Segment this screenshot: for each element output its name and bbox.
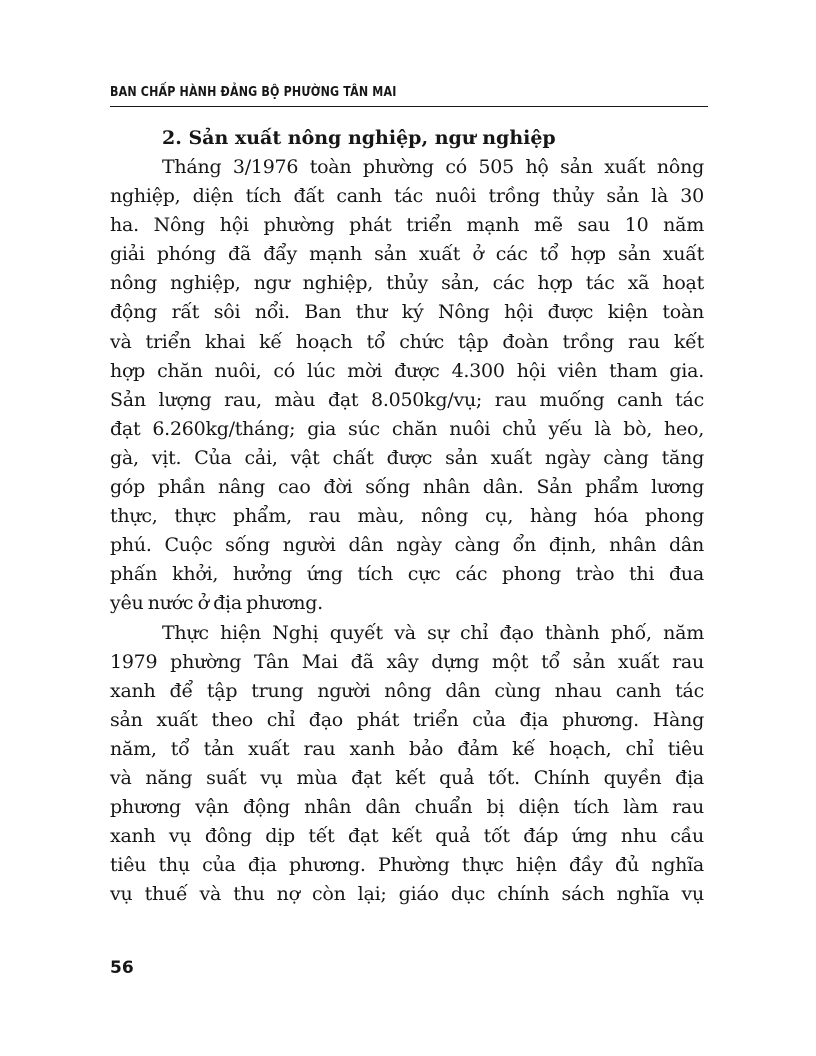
text-line: nghiệp, diện tích đất canh tác nuôi trồng thủy sản là 30 — [110, 185, 704, 208]
text-line: động rất sôi nổi. Ban thư ký Nông hội được kiện toàn — [110, 301, 704, 324]
text-line: 1979 phường Tân Mai đã xây dựng một tổ sản xuất rau — [110, 650, 704, 673]
text-line: Tháng 3/1976 toàn phường có 505 hộ sản xuất nông — [162, 156, 704, 178]
text-line: phương vận động nhân dân chuẩn bị diện tích làm rau — [110, 796, 704, 819]
text-line: yêu nước ở địa phương. — [110, 592, 323, 615]
text-line: Thực hiện Nghị quyết và sự chỉ đạo thành phố, năm — [162, 621, 704, 644]
text-line: năm, tổ tản xuất rau xanh bảo đảm kế hoạch, chỉ tiêu — [110, 737, 704, 760]
page-body — [110, 124, 704, 909]
text-line: xanh để tập trung người nông dân cùng nhau canh tác — [110, 679, 704, 702]
text-line: phấn khởi, hưởng ứng tích cực các phong trào thi đua — [110, 563, 704, 586]
text-line: gà, vịt. Của cải, vật chất được sản xuất ngày càng tăng — [110, 446, 704, 469]
text-line: và triển khai kế hoạch tổ chức tập đoàn trồng rau kết — [110, 330, 704, 353]
text-line: đạt 6.260kg/tháng; gia súc chăn nuôi chủ yếu là bò, heo, — [110, 417, 704, 440]
text-line: vụ thuế và thu nợ còn lại; giáo dục chính sách nghĩa vụ — [110, 883, 704, 906]
text-line: phú. Cuộc sống người dân ngày càng ổn định, nhân dân — [110, 534, 704, 557]
text-line: giải phóng đã đẩy mạnh sản xuất ở các tổ hợp sản xuất — [110, 243, 704, 266]
text-line: hợp chăn nuôi, có lúc mời được 4.300 hội viên tham gia. — [110, 359, 704, 382]
text-line: Sản lượng rau, màu đạt 8.050kg/vụ; rau muống canh tác — [110, 388, 704, 411]
text-line: nông nghiệp, ngư nghiệp, thủy sản, các hợp tác xã hoạt — [110, 272, 704, 295]
paragraph — [110, 153, 704, 619]
text-line: và năng suất vụ mùa đạt kết quả tốt. Chính quyền địa — [110, 766, 704, 789]
text-line: sản xuất theo chỉ đạo phát triển của địa phương. Hàng — [110, 708, 704, 731]
text-line: góp phần nâng cao đời sống nhân dân. Sản phẩm lương — [110, 476, 704, 499]
paragraph — [110, 619, 704, 910]
text-line: ha. Nông hội phường phát triển mạnh mẽ sau 10 năm — [110, 214, 704, 237]
header-rule — [110, 106, 708, 107]
section-heading: 2. Sản xuất nông nghiệp, ngư nghiệp — [162, 127, 556, 149]
text-line: tiêu thụ của địa phương. Phường thực hiện đầy đủ nghĩa — [110, 854, 704, 877]
running-header: BAN CHẤP HÀNH ĐẢNG BỘ PHƯỜNG TÂN MAI — [110, 84, 397, 100]
text-line: xanh vụ đông dịp tết đạt kết quả tốt đáp ứng nhu cầu — [110, 825, 704, 848]
page-number: 56 — [110, 958, 134, 978]
text-line: thực, thực phẩm, rau màu, nông cụ, hàng hóa phong — [110, 505, 704, 528]
